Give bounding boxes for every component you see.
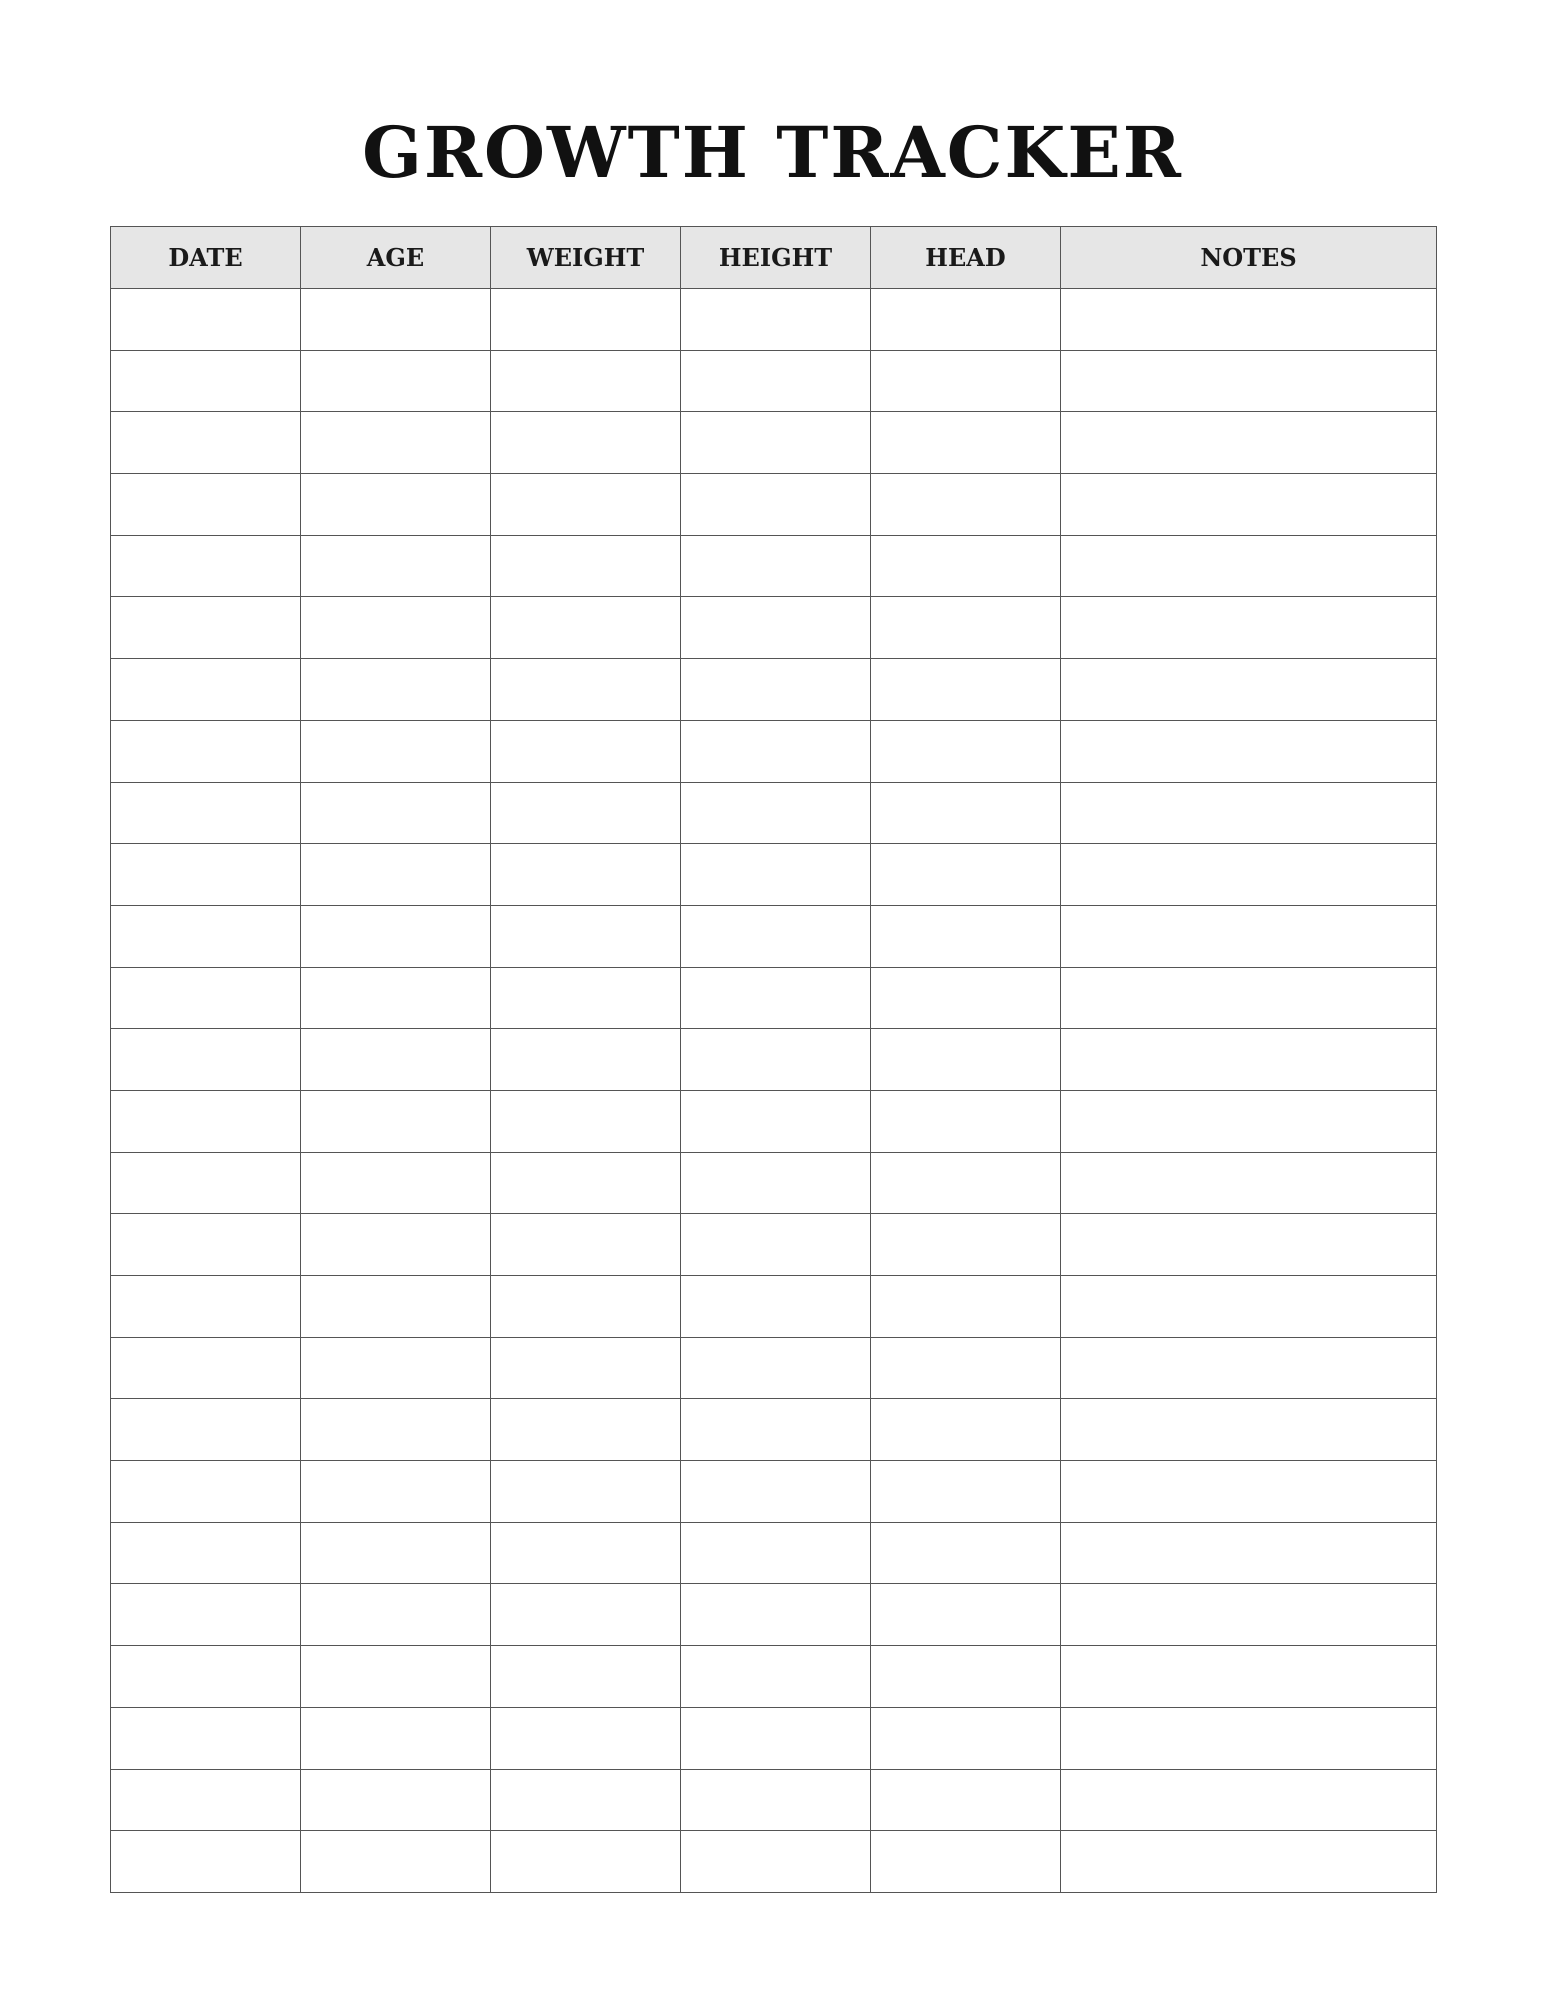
cell-height: [681, 1522, 871, 1584]
cell-age: [301, 782, 491, 844]
table-row: [111, 597, 1437, 659]
cell-height: [681, 1769, 871, 1831]
table-row: [111, 1646, 1437, 1708]
cell-age: [301, 1029, 491, 1091]
cell-notes: [1061, 905, 1437, 967]
cell-head: [871, 967, 1061, 1029]
cell-date: [111, 1029, 301, 1091]
cell-weight: [491, 412, 681, 474]
cell-age: [301, 720, 491, 782]
cell-weight: [491, 782, 681, 844]
cell-head: [871, 350, 1061, 412]
cell-date: [111, 720, 301, 782]
cell-date: [111, 1276, 301, 1338]
cell-height: [681, 1707, 871, 1769]
cell-weight: [491, 905, 681, 967]
table-row: [111, 844, 1437, 906]
page-title: GROWTH TRACKER: [362, 111, 1183, 194]
column-header-height: HEIGHT: [681, 227, 871, 289]
table-row: [111, 659, 1437, 721]
cell-weight: [491, 1276, 681, 1338]
table-row: [111, 1337, 1437, 1399]
cell-age: [301, 1522, 491, 1584]
column-header-head: HEAD: [871, 227, 1061, 289]
cell-weight: [491, 720, 681, 782]
cell-weight: [491, 350, 681, 412]
cell-age: [301, 1461, 491, 1523]
cell-head: [871, 597, 1061, 659]
cell-weight: [491, 659, 681, 721]
cell-height: [681, 350, 871, 412]
column-header-weight: WEIGHT: [491, 227, 681, 289]
cell-height: [681, 1831, 871, 1893]
cell-head: [871, 844, 1061, 906]
column-header-date: DATE: [111, 227, 301, 289]
cell-notes: [1061, 597, 1437, 659]
cell-age: [301, 659, 491, 721]
table-row: [111, 967, 1437, 1029]
cell-head: [871, 1029, 1061, 1091]
cell-age: [301, 289, 491, 351]
cell-notes: [1061, 1276, 1437, 1338]
cell-head: [871, 1152, 1061, 1214]
cell-date: [111, 1214, 301, 1276]
cell-date: [111, 1152, 301, 1214]
cell-notes: [1061, 1584, 1437, 1646]
cell-age: [301, 1214, 491, 1276]
cell-notes: [1061, 1090, 1437, 1152]
cell-head: [871, 412, 1061, 474]
cell-date: [111, 1769, 301, 1831]
table-row: [111, 289, 1437, 351]
table-row: [111, 782, 1437, 844]
table-row: [111, 1090, 1437, 1152]
cell-date: [111, 535, 301, 597]
cell-date: [111, 967, 301, 1029]
cell-weight: [491, 597, 681, 659]
cell-height: [681, 844, 871, 906]
cell-date: [111, 844, 301, 906]
cell-age: [301, 474, 491, 536]
table-row: [111, 1276, 1437, 1338]
cell-height: [681, 1399, 871, 1461]
cell-height: [681, 720, 871, 782]
cell-head: [871, 1276, 1061, 1338]
cell-date: [111, 350, 301, 412]
table-row: [111, 1707, 1437, 1769]
cell-head: [871, 1831, 1061, 1893]
cell-age: [301, 1646, 491, 1708]
cell-age: [301, 1584, 491, 1646]
cell-notes: [1061, 659, 1437, 721]
table-row: [111, 1029, 1437, 1091]
cell-weight: [491, 1831, 681, 1893]
cell-height: [681, 967, 871, 1029]
cell-weight: [491, 1769, 681, 1831]
cell-notes: [1061, 1399, 1437, 1461]
cell-weight: [491, 967, 681, 1029]
cell-head: [871, 1707, 1061, 1769]
table-row: [111, 1399, 1437, 1461]
cell-weight: [491, 1399, 681, 1461]
cell-age: [301, 1090, 491, 1152]
cell-weight: [491, 844, 681, 906]
cell-date: [111, 474, 301, 536]
table-row: [111, 1152, 1437, 1214]
cell-head: [871, 1522, 1061, 1584]
cell-date: [111, 1461, 301, 1523]
column-header-age: AGE: [301, 227, 491, 289]
cell-height: [681, 535, 871, 597]
table-row: [111, 1831, 1437, 1893]
cell-height: [681, 1029, 871, 1091]
cell-height: [681, 1214, 871, 1276]
cell-weight: [491, 1584, 681, 1646]
cell-age: [301, 905, 491, 967]
cell-age: [301, 1831, 491, 1893]
table-row: [111, 1584, 1437, 1646]
cell-head: [871, 905, 1061, 967]
cell-notes: [1061, 1707, 1437, 1769]
cell-head: [871, 1337, 1061, 1399]
cell-notes: [1061, 967, 1437, 1029]
cell-weight: [491, 1090, 681, 1152]
cell-notes: [1061, 844, 1437, 906]
table-row: [111, 412, 1437, 474]
cell-weight: [491, 474, 681, 536]
cell-notes: [1061, 1646, 1437, 1708]
cell-notes: [1061, 1831, 1437, 1893]
cell-notes: [1061, 1522, 1437, 1584]
table-row: [111, 720, 1437, 782]
cell-age: [301, 967, 491, 1029]
cell-notes: [1061, 289, 1437, 351]
cell-height: [681, 597, 871, 659]
cell-date: [111, 1646, 301, 1708]
cell-head: [871, 720, 1061, 782]
cell-notes: [1061, 474, 1437, 536]
cell-weight: [491, 1337, 681, 1399]
cell-head: [871, 474, 1061, 536]
cell-age: [301, 350, 491, 412]
column-header-notes: NOTES: [1061, 227, 1437, 289]
cell-age: [301, 1769, 491, 1831]
cell-head: [871, 782, 1061, 844]
cell-head: [871, 659, 1061, 721]
cell-height: [681, 1276, 871, 1338]
cell-weight: [491, 289, 681, 351]
cell-head: [871, 1461, 1061, 1523]
cell-notes: [1061, 1029, 1437, 1091]
cell-height: [681, 1337, 871, 1399]
table-header-row: [111, 227, 1437, 289]
table-row: [111, 1522, 1437, 1584]
cell-date: [111, 289, 301, 351]
cell-notes: [1061, 412, 1437, 474]
cell-weight: [491, 1029, 681, 1091]
table-row: [111, 1461, 1437, 1523]
cell-notes: [1061, 1337, 1437, 1399]
cell-height: [681, 1461, 871, 1523]
growth-tracker-table: [110, 226, 1437, 1893]
cell-weight: [491, 1707, 681, 1769]
cell-date: [111, 1399, 301, 1461]
cell-height: [681, 289, 871, 351]
cell-head: [871, 1646, 1061, 1708]
cell-date: [111, 1584, 301, 1646]
cell-notes: [1061, 1769, 1437, 1831]
cell-notes: [1061, 782, 1437, 844]
cell-height: [681, 474, 871, 536]
cell-height: [681, 782, 871, 844]
cell-head: [871, 1399, 1061, 1461]
cell-notes: [1061, 350, 1437, 412]
cell-height: [681, 905, 871, 967]
cell-height: [681, 1646, 871, 1708]
cell-date: [111, 1337, 301, 1399]
cell-height: [681, 412, 871, 474]
cell-age: [301, 1707, 491, 1769]
cell-age: [301, 1399, 491, 1461]
cell-age: [301, 412, 491, 474]
cell-date: [111, 1831, 301, 1893]
cell-height: [681, 1152, 871, 1214]
cell-age: [301, 1276, 491, 1338]
cell-date: [111, 782, 301, 844]
cell-notes: [1061, 1461, 1437, 1523]
cell-notes: [1061, 720, 1437, 782]
cell-height: [681, 659, 871, 721]
cell-weight: [491, 1646, 681, 1708]
cell-head: [871, 1769, 1061, 1831]
cell-notes: [1061, 1214, 1437, 1276]
cell-date: [111, 1090, 301, 1152]
cell-date: [111, 1707, 301, 1769]
cell-head: [871, 1214, 1061, 1276]
cell-date: [111, 1522, 301, 1584]
cell-weight: [491, 1522, 681, 1584]
cell-weight: [491, 1214, 681, 1276]
cell-age: [301, 597, 491, 659]
cell-notes: [1061, 1152, 1437, 1214]
cell-date: [111, 597, 301, 659]
cell-head: [871, 535, 1061, 597]
cell-weight: [491, 535, 681, 597]
cell-weight: [491, 1152, 681, 1214]
table-row: [111, 350, 1437, 412]
table-row: [111, 905, 1437, 967]
cell-age: [301, 1337, 491, 1399]
cell-date: [111, 659, 301, 721]
table-row: [111, 1214, 1437, 1276]
table-row: [111, 1769, 1437, 1831]
cell-date: [111, 905, 301, 967]
cell-height: [681, 1090, 871, 1152]
cell-head: [871, 1584, 1061, 1646]
table-row: [111, 535, 1437, 597]
cell-date: [111, 412, 301, 474]
cell-age: [301, 535, 491, 597]
cell-age: [301, 844, 491, 906]
cell-height: [681, 1584, 871, 1646]
cell-weight: [491, 1461, 681, 1523]
cell-notes: [1061, 535, 1437, 597]
table-body: [111, 289, 1437, 1893]
cell-head: [871, 289, 1061, 351]
cell-age: [301, 1152, 491, 1214]
table-row: [111, 474, 1437, 536]
cell-head: [871, 1090, 1061, 1152]
